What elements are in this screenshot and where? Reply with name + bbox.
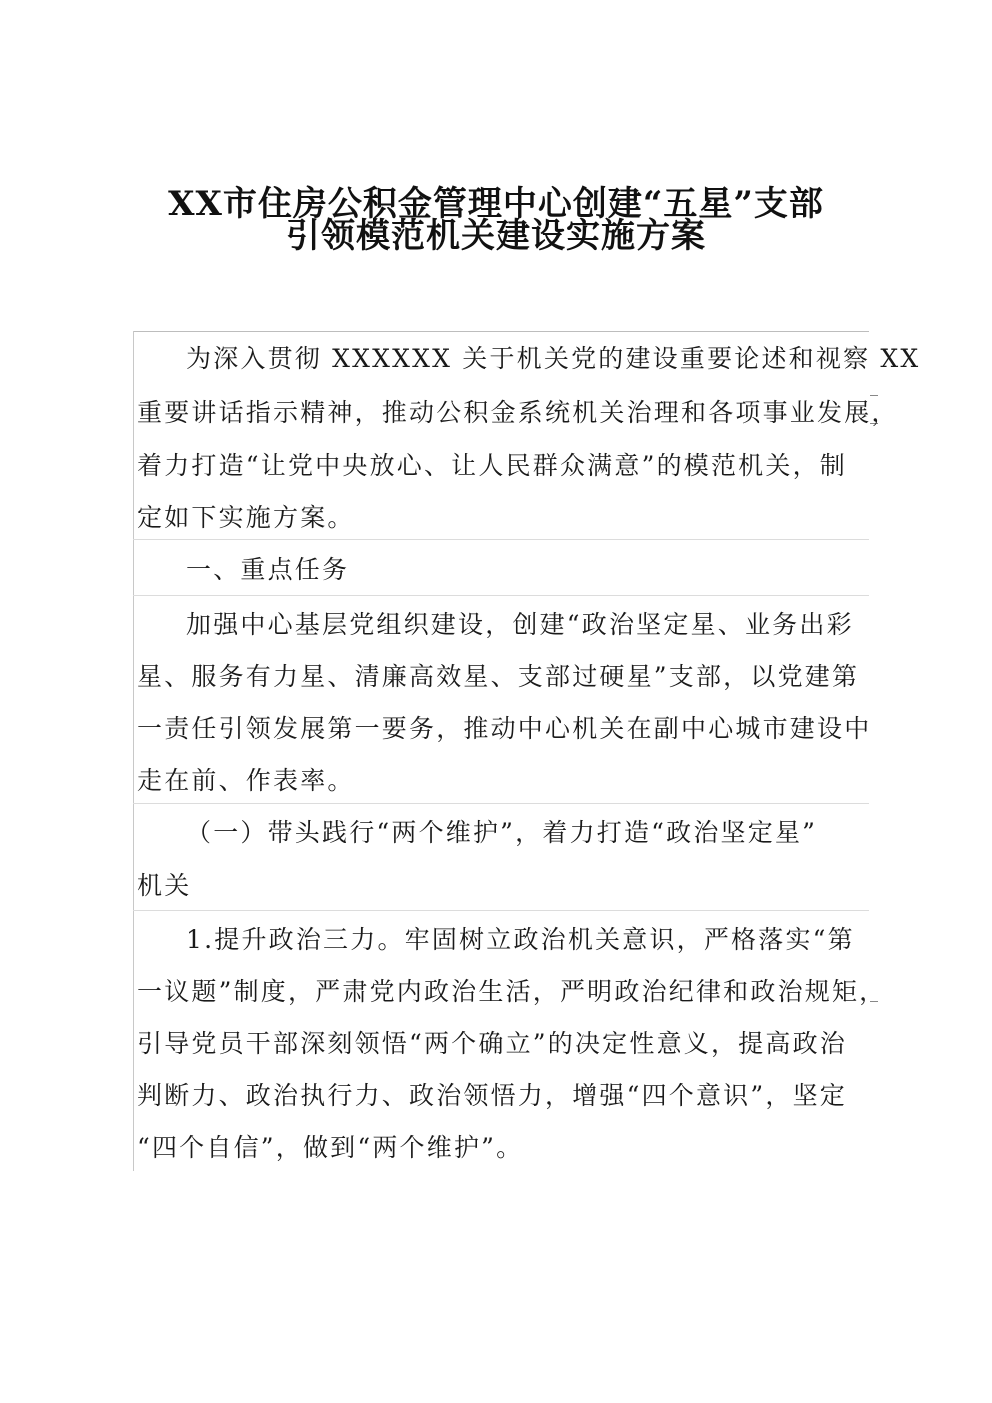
- document-title-line-1: XX市住房公积金管理中心创建“五星”支部: [168, 184, 824, 224]
- revision-mark: [870, 395, 878, 396]
- section-heading: 一、重点任务: [186, 555, 350, 584]
- paragraph-line: 引导党员干部深刻领悟“两个确立”的决定性意义，提高政治: [137, 1029, 847, 1058]
- paragraph-separator: [133, 910, 869, 911]
- subsection-heading-continued: 机关: [137, 871, 192, 900]
- paragraph-line: 定如下实施方案。: [137, 503, 355, 532]
- content-frame-left-border: [133, 331, 134, 1171]
- paragraph-line: 重要讲话指示精神，推动公积金系统机关治理和各项事业发展，: [137, 398, 899, 427]
- subsection-heading: （一）带头践行“两个维护”，着力打造“政治坚定星”: [186, 818, 818, 847]
- content-frame-top-border: [133, 331, 869, 332]
- paragraph-line: 加强中心基层党组织建设，创建“政治坚定星、业务出彩: [186, 610, 854, 639]
- paragraph-line: 判断力、政治执行力、政治领悟力，增强“四个意识”，坚定: [137, 1081, 847, 1110]
- paragraph-line: “四个自信”，做到“两个维护”。: [137, 1133, 524, 1162]
- paragraph-line: 着力打造“让党中央放心、让人民群众满意”的模范机关，制: [137, 451, 847, 480]
- paragraph-line: 走在前、作表率。: [137, 766, 355, 795]
- paragraph-line: 为深入贯彻 XXXXXX 关于机关党的建设重要论述和视察 XX: [186, 344, 921, 373]
- paragraph-line: 一责任引领发展第一要务，推动中心机关在副中心城市建设中: [137, 714, 872, 743]
- paragraph-line: 一议题”制度，严肃党内政治生活，严明政治纪律和政治规矩，: [137, 977, 887, 1006]
- paragraph-separator: [133, 803, 869, 804]
- paragraph-separator: [133, 595, 869, 596]
- paragraph-separator: [133, 539, 869, 540]
- paragraph-line: 1.提升政治三力。牢固树立政治机关意识，严格落实“第: [186, 925, 855, 954]
- document-title-line-2: 引领模范机关建设实施方案: [286, 216, 706, 256]
- paragraph-line: 星、服务有力星、清廉高效星、支部过硬星”支部，以党建第: [137, 662, 860, 691]
